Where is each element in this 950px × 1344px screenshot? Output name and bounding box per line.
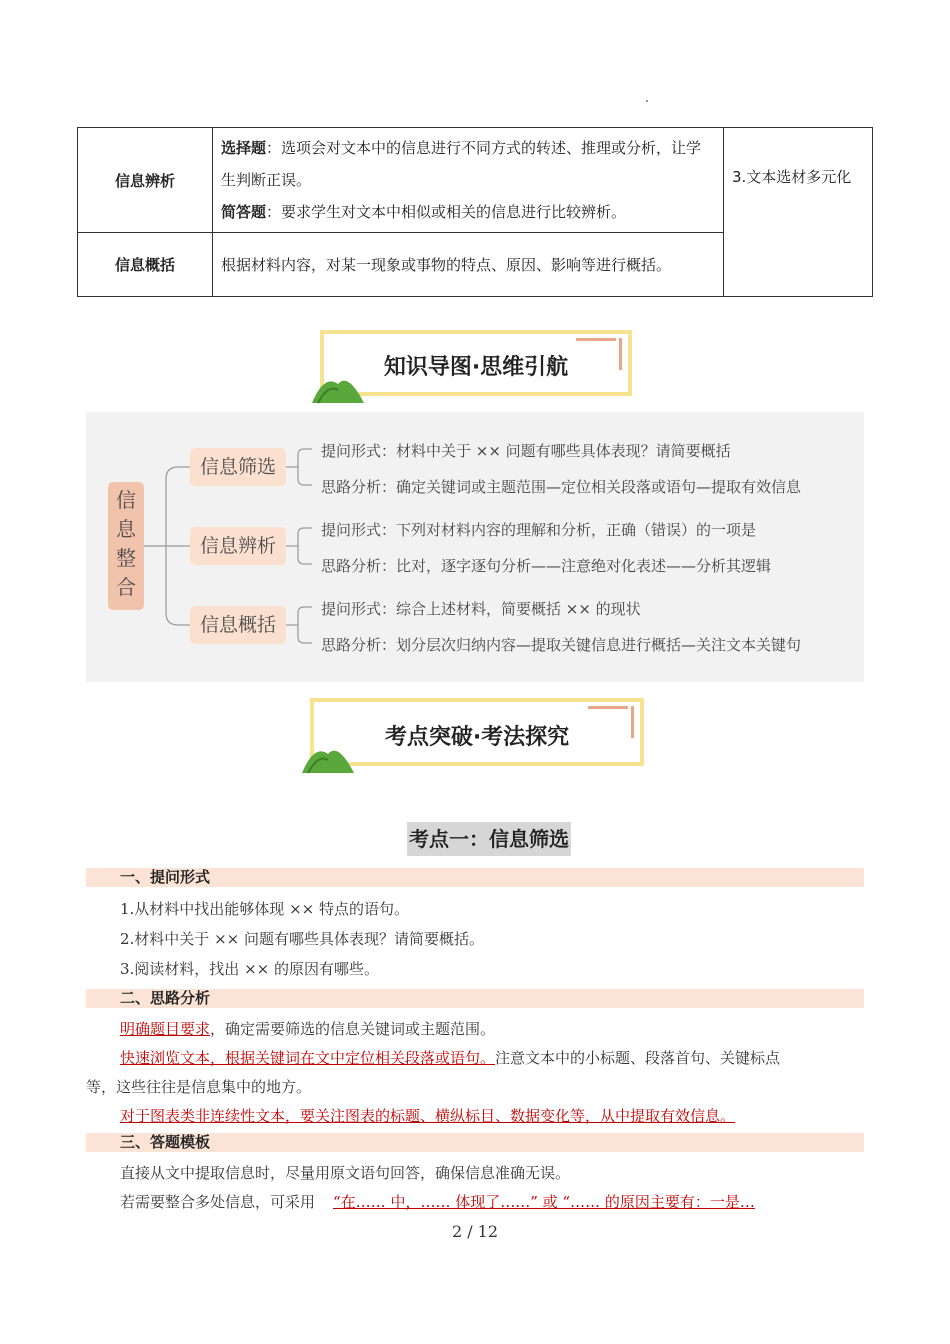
mindmap-node-bianxi: 信息辨析	[190, 527, 286, 565]
mountain-icon	[310, 370, 366, 404]
short-answer-desc: ：要求学生对文本中相似或相关的信息进行比较辨析。	[266, 203, 627, 221]
highlight-text: 对于图表类非连续性文本，要关注图表的标题、横纵标目、数据变化等，从中提取有效信息。	[120, 1107, 736, 1125]
highlight-text: 明确题目要求	[120, 1020, 211, 1038]
highlight-text: 快速浏览文本，根据关键词在文中定位相关段落或语句。	[120, 1049, 496, 1067]
info-table	[77, 127, 873, 297]
question-form-line: 2.材料中关于 ×× 问题有哪些具体表现？请简要概括。	[120, 930, 484, 948]
root-char: 信	[116, 488, 136, 512]
page-number: 2 / 12	[451, 1222, 499, 1241]
highlight-text: “在…… 中，…… 体现了……” 或 “…… 的原因主要有：一是…	[333, 1193, 755, 1211]
banner-accent-line	[576, 338, 616, 341]
banner-kaodian	[310, 698, 644, 766]
mindmap-node-shaixuan: 信息筛选	[190, 448, 286, 486]
analysis-line: 等，这些往往是信息集中的地方。	[86, 1078, 312, 1096]
section-heading-moban: 三、答题模板	[86, 1133, 864, 1152]
mindmap-leaf: 提问形式：下列对材料内容的理解和分析，正确（错误）的一项是	[321, 521, 757, 539]
row-content-gaikuo: 根据材料内容，对某一现象或事物的特点、原因、影响等进行概括。	[213, 233, 724, 297]
mountain-icon	[300, 740, 356, 774]
analysis-text: 注意文本中的小标题、段落首句、关键标点	[495, 1049, 781, 1067]
section-heading-silu: 二、思路分析	[86, 989, 864, 1008]
row-content-bianxi	[213, 128, 724, 233]
section-heading-tiwen: 一、提问形式	[86, 868, 864, 887]
template-line: 直接从文中提取信息时，尽量用原文语句回答，确保信息准确无误。	[120, 1164, 571, 1182]
banner-accent-line	[619, 338, 622, 370]
banner-mindmap-title: 知识导图·思维引航	[383, 355, 569, 380]
banner-mindmap	[320, 330, 632, 396]
root-char: 合	[116, 575, 136, 599]
label-short-answer: 简答题	[221, 203, 267, 221]
question-form-line: 1.从材料中找出能够体现 ×× 特点的语句。	[120, 900, 409, 918]
analysis-line	[120, 1018, 495, 1039]
header-dot	[646, 100, 648, 102]
banner-accent-line	[631, 706, 634, 738]
analysis-text: ，确定需要筛选的信息关键词或主题范围。	[210, 1020, 496, 1038]
root-char: 整	[116, 546, 136, 570]
banner-accent-line	[588, 706, 628, 709]
row-header-bianxi: 信息辨析	[78, 128, 213, 233]
template-line	[120, 1191, 755, 1212]
right-cell	[724, 128, 873, 297]
analysis-line	[120, 1105, 735, 1126]
mindmap-leaf: 提问形式：综合上述材料，简要概括 ×× 的现状	[321, 600, 641, 618]
mindmap	[86, 412, 864, 682]
right-cell-text: 3.文本选材多元化	[732, 168, 852, 186]
choice-desc: ：选项会对文本中的信息进行不同方式的转述、推理或分析，让学生判断正误。	[221, 139, 702, 189]
root-char: 息	[116, 517, 136, 541]
table-row	[78, 128, 873, 233]
template-text: 若需要整合多处信息，可采用	[120, 1193, 316, 1211]
mindmap-leaf: 思路分析：划分层次归纳内容—提取关键信息进行概括—关注文本关键句	[321, 636, 802, 654]
mindmap-leaf: 思路分析：比对，逐字逐句分析——注意绝对化表述——分析其逻辑	[321, 557, 772, 575]
label-choice: 选择题	[221, 139, 267, 157]
banner-kaodian-title: 考点突破·考法探究	[384, 725, 570, 750]
mindmap-leaf: 思路分析：确定关键词或主题范围—定位相关段落或语句—提取有效信息	[321, 478, 802, 496]
question-form-line: 3.阅读材料，找出 ×× 的原因有哪些。	[120, 960, 379, 978]
mindmap-node-gaikuo: 信息概括	[190, 606, 286, 644]
analysis-line	[120, 1047, 780, 1068]
mindmap-leaf: 提问形式：材料中关于 ×× 问题有哪些具体表现？请简要概括	[321, 442, 731, 460]
section-main-title: 考点一：信息筛选	[407, 822, 571, 856]
row-header-gaikuo: 信息概括	[78, 233, 213, 297]
